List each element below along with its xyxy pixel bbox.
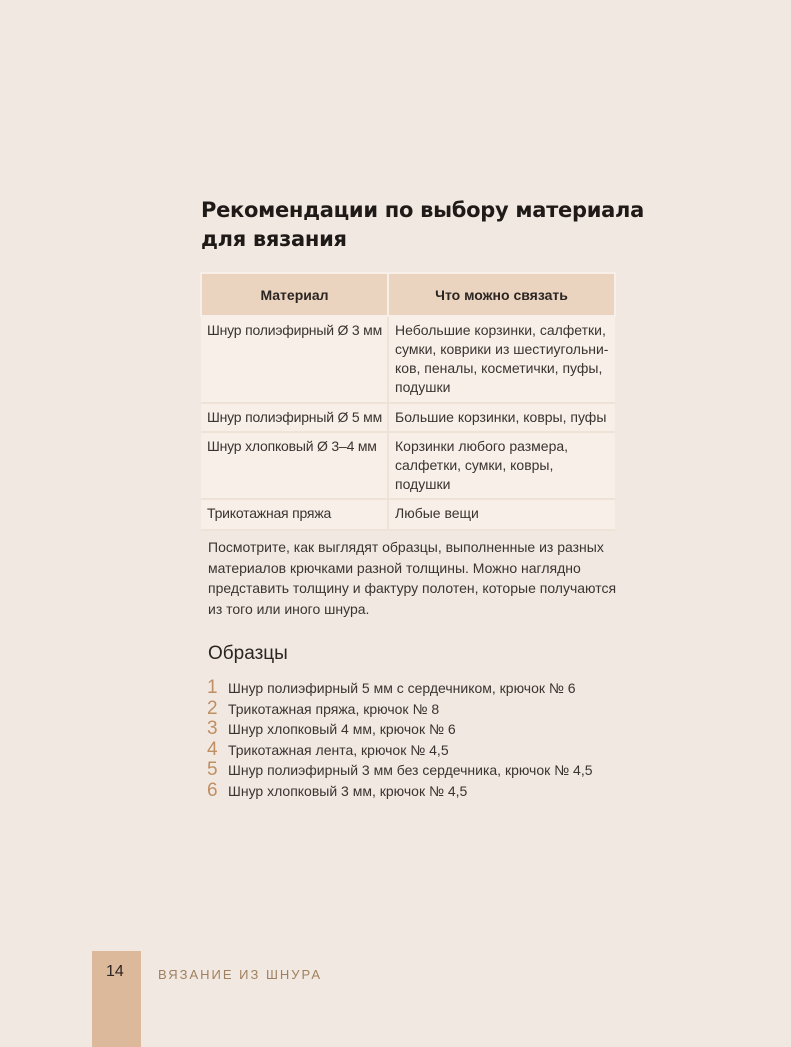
paragraph-line: Посмотрите, как выглядят образцы, выполненные из разных	[208, 539, 604, 555]
sample-text: Шнур полиэфирный 3 мм без сердечника, крючок № 4,5	[228, 762, 593, 778]
sample-text: Трикотажная пряжа, крючок № 8	[228, 700, 440, 717]
sample-text: Шнур полиэфирный 5 мм с сердечником, крючок № 6	[228, 680, 576, 696]
section-heading-line-2: для вязания	[201, 227, 347, 251]
list-item	[207, 699, 593, 720]
uses-line: Большие корзинки, ковры, пуфы	[395, 409, 607, 425]
list-item	[207, 760, 593, 781]
uses-cell	[388, 432, 615, 499]
sample-number: 5	[207, 759, 218, 780]
table-header-row	[201, 273, 615, 316]
paragraph-line: из того или иного шнура.	[208, 600, 370, 617]
uses-line: подушки	[395, 379, 451, 395]
section-heading-line-1: Рекомендации по выбору материала	[201, 198, 644, 222]
page-number: 14	[106, 963, 124, 980]
sample-text: Шнур хлопковый 4 мм, крючок № 6	[228, 721, 456, 737]
material-cell: Шнур полиэфирный Ø 3 мм	[201, 316, 388, 403]
sample-text: Шнур хлопковый 3 мм, крючок № 4,5	[228, 782, 468, 799]
uses-line: ков, пеналы, косметички, пуфы,	[395, 360, 603, 376]
list-item	[207, 740, 593, 761]
list-item	[207, 678, 593, 699]
intro-paragraph	[208, 537, 628, 619]
uses-cell	[388, 316, 615, 403]
uses-line: Небольшие корзинки, салфетки,	[395, 322, 606, 338]
uses-line: Корзинки любого размера,	[395, 438, 569, 454]
samples-title: Образцы	[208, 643, 288, 664]
sample-number: 2	[207, 697, 218, 719]
header-uses: Что можно связать	[388, 273, 615, 316]
uses-cell	[388, 403, 615, 432]
material-cell: Шнур хлопковый Ø 3–4 мм	[201, 432, 388, 499]
uses-line: Любые вещи	[395, 505, 479, 521]
sample-number: 6	[207, 779, 218, 801]
sample-number: 3	[207, 718, 218, 739]
list-item	[207, 719, 593, 740]
paragraph-line: представить толщину и фактуру полотен, которые получаются	[208, 580, 617, 596]
sample-number: 4	[207, 738, 218, 760]
table-row	[201, 499, 615, 530]
header-material: Материал	[201, 273, 388, 316]
section-heading	[201, 196, 644, 254]
sample-number: 1	[207, 677, 218, 698]
uses-line: салфетки, сумки, ковры, подушки	[395, 457, 554, 492]
samples-list	[207, 678, 593, 801]
running-head: ВЯЗАНИЕ ИЗ ШНУРА	[158, 967, 323, 982]
sample-text: Трикотажная лента, крючок № 4,5	[228, 741, 449, 758]
uses-line: сумки, коврики из шестиугольни-	[395, 341, 609, 357]
paragraph-line: материалов крючками разной толщины. Можно наглядно	[208, 559, 581, 576]
materials-table	[200, 272, 616, 531]
table-row	[201, 403, 615, 432]
table-row	[201, 316, 615, 403]
uses-cell	[388, 499, 615, 530]
material-cell: Трикотажная пряжа	[201, 499, 388, 530]
list-item	[207, 781, 593, 802]
table-row	[201, 432, 615, 499]
material-cell: Шнур полиэфирный Ø 5 мм	[201, 403, 388, 432]
